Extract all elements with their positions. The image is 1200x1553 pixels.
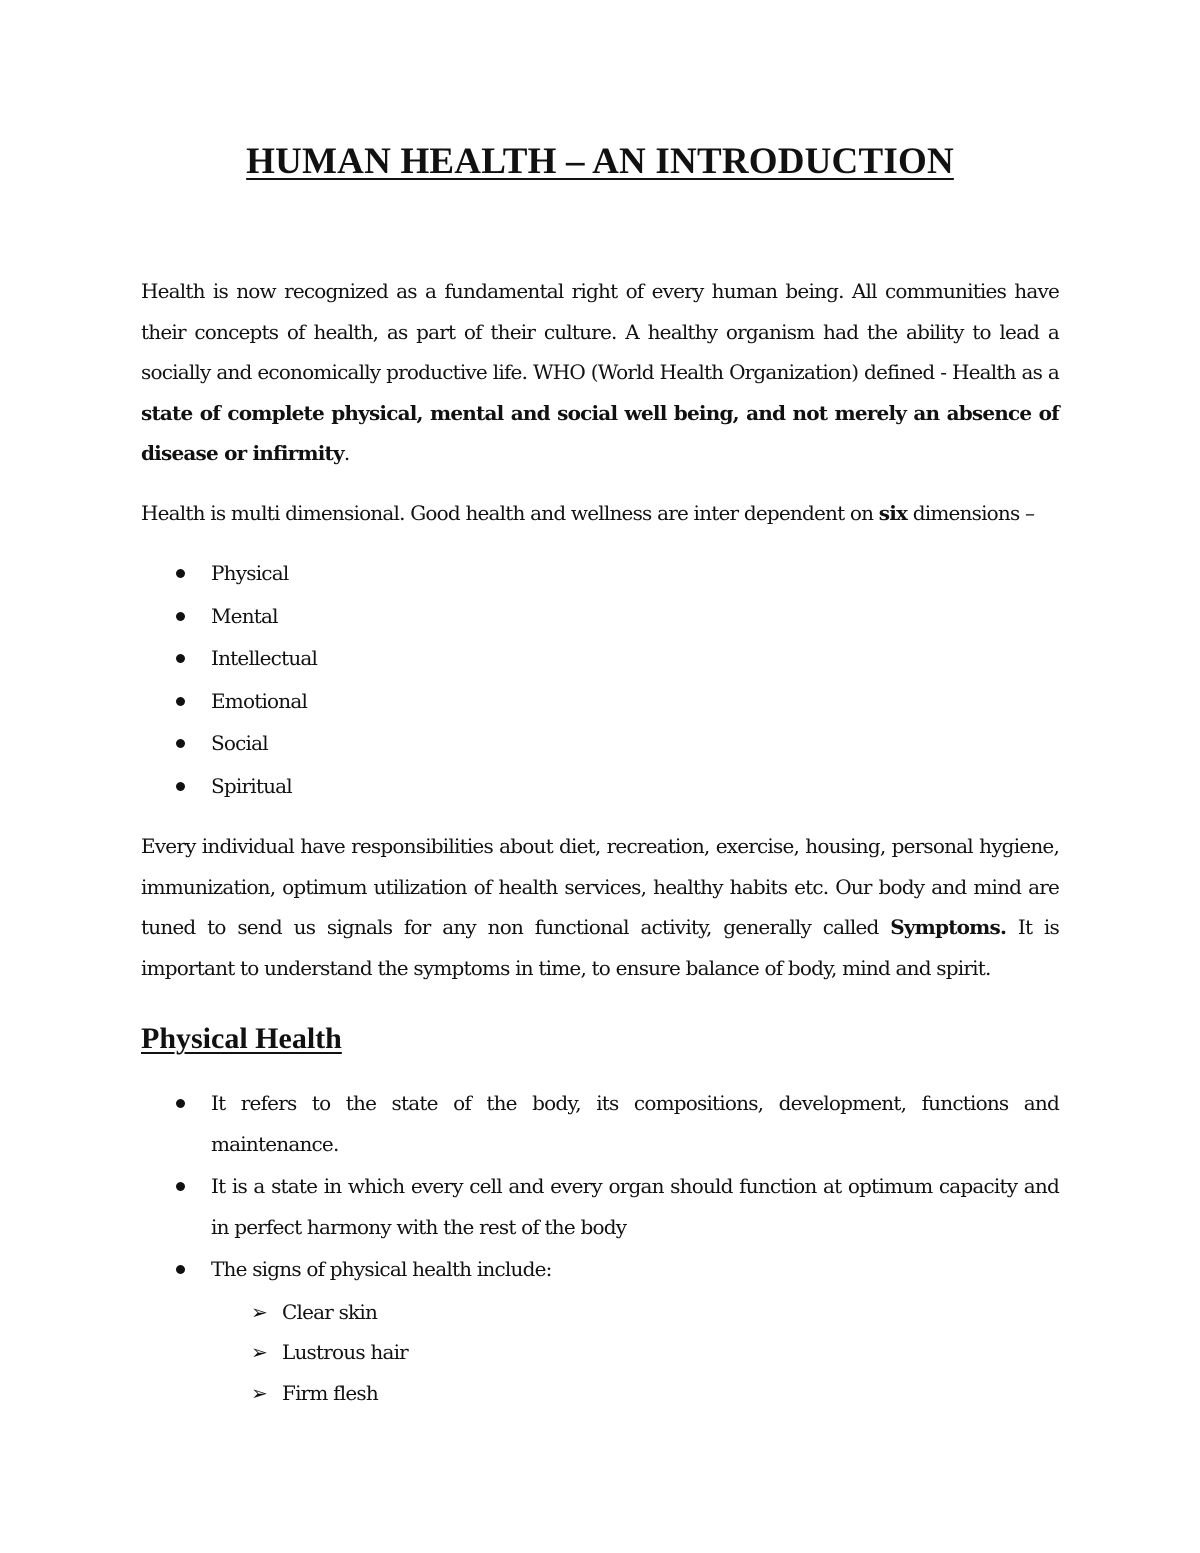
- sign-label: Firm flesh: [282, 1380, 378, 1405]
- page-title: HUMAN HEALTH – AN INTRODUCTION: [246, 141, 954, 182]
- list-item: [141, 1166, 1059, 1247]
- six-emphasis: six: [878, 500, 908, 525]
- list-item: [141, 1373, 1059, 1414]
- physical-health-list: [141, 1083, 1059, 1290]
- dimension-label: Mental: [211, 603, 278, 628]
- intro-paragraph: [141, 271, 1059, 474]
- bullet-dot-icon: [176, 782, 185, 791]
- bullet-dot-icon: [176, 1265, 185, 1274]
- who-definition: state of complete physical, mental and social well being, and not merely an absence of disease or infirmity: [141, 400, 1059, 465]
- dimension-label: Emotional: [211, 688, 308, 713]
- document-body: [141, 271, 1059, 1413]
- bullet-dot-icon: [176, 1182, 185, 1191]
- intro-text-end: .: [343, 441, 350, 465]
- list-item: [141, 552, 1059, 595]
- arrowhead-bullet-icon: ➢: [251, 1340, 267, 1364]
- dimension-label: Physical: [211, 561, 289, 585]
- responsibilities-paragraph: [141, 826, 1059, 988]
- bullet-dot-icon: [176, 1099, 185, 1108]
- physical-point: It refers to the state of the body, its compositions, development, functions and maintenance.: [211, 1091, 1059, 1156]
- bullet-dot-icon: [176, 569, 185, 578]
- list-item: [141, 1332, 1059, 1373]
- list-item: [141, 1083, 1059, 1164]
- responsibilities-text-end: It is important to understand the symptoms in time, to ensure balance of body, mind and spirit.: [141, 915, 1059, 980]
- arrowhead-bullet-icon: ➢: [251, 1380, 267, 1405]
- intro-text: Health is now recognized as a fundamental right of every human being. All communities have their concepts of health, as part of their culture. A healthy organism had the ability to lead a socially and economically productive life. WHO (World Health Organization) defined - Health as a: [141, 279, 1059, 384]
- dimension-label: Social: [211, 731, 268, 755]
- list-item: [141, 1292, 1059, 1333]
- list-item: [141, 595, 1059, 638]
- physical-signs-list: [141, 1292, 1059, 1414]
- list-item: [141, 637, 1059, 680]
- dimensions-intro-text: Health is multi dimensional. Good health and wellness are inter dependent on: [141, 500, 879, 525]
- physical-health-heading: Physical Health: [141, 1022, 342, 1055]
- bullet-dot-icon: [176, 739, 185, 748]
- symptoms-emphasis: Symptoms.: [890, 915, 1007, 939]
- dimensions-list: [141, 552, 1059, 807]
- arrowhead-bullet-icon: ➢: [251, 1299, 267, 1324]
- bullet-dot-icon: [176, 612, 185, 621]
- physical-point: The signs of physical health include:: [211, 1257, 552, 1281]
- sign-label: Lustrous hair: [282, 1340, 408, 1364]
- list-item: [141, 1249, 1059, 1290]
- bullet-dot-icon: [176, 697, 185, 706]
- dimensions-intro-text-end: dimensions –: [907, 500, 1035, 525]
- dimension-label: Spiritual: [211, 773, 292, 798]
- responsibilities-text: Every individual have responsibilities about diet, recreation, exercise, housing, personal hygiene, immunization, optimum utilization of health services, healthy habits etc. Our body and mind are tuned to send us signals for any non functional activity, generally called: [141, 834, 1059, 939]
- dimension-label: Intellectual: [211, 646, 318, 670]
- list-item: [141, 722, 1059, 765]
- sign-label: Clear skin: [282, 1299, 378, 1324]
- list-item: [141, 765, 1059, 808]
- dimensions-intro-paragraph: [141, 493, 1059, 534]
- physical-point: It is a state in which every cell and every organ should function at optimum capacity and in perfect harmony with the rest of the body: [211, 1174, 1059, 1239]
- list-item: [141, 680, 1059, 723]
- bullet-dot-icon: [176, 654, 185, 663]
